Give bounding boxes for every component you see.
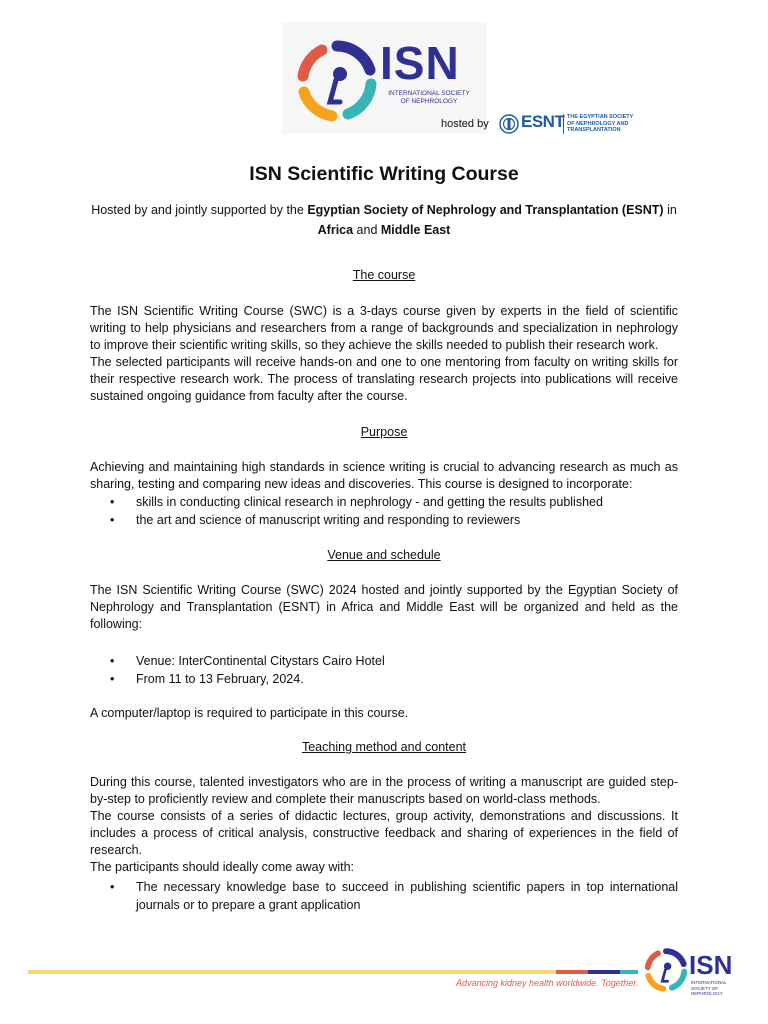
heading-purpose: Purpose [360,425,408,439]
venue-paragraph-1: The ISN Scientific Writing Course (SWC) 2024 hosted and jointly supported by the Egyptian Society of Nephrology and Transplantation (ESNT) in Africa and Middle East will be organized and held as the following: [90,583,678,631]
list-item: • The necessary knowledge base to succeed in publishing scientific papers in top international journals or to prepare a grant application [110,878,678,914]
hosted-prefix: Hosted by and jointly supported by the [91,203,308,217]
isn-logo-icon [296,40,378,122]
hosted-statement [90,200,678,240]
esnt-logo-text: ESNT [521,112,565,131]
isn-logo-text: ISN [380,37,460,89]
course-paragraph-1: The ISN Scientific Writing Course (SWC) is a 3-days course given by experts in the field of scientific writing to help physicians and researchers from a range of backgrounds and specialization in nephrology to improve their scientific writing skills, so they achieve the skills needed to publish their research work. [90,304,678,352]
course-description [90,303,678,405]
list-item: • From 11 to 13 February, 2024. [110,670,678,688]
teaching-paragraph-3: The participants should ideally come away with: [90,860,355,874]
hosted-by-label: hosted by [441,118,489,130]
hosted-and: and [353,223,381,237]
venue-description [90,582,678,633]
hosted-org: Egyptian Society of Nephrology and Transplantation (ESNT) [307,203,664,217]
esnt-emblem-icon [499,113,519,135]
hosted-mid: in [663,203,677,217]
list-item: • Venue: InterContinental Citystars Cairo Hotel [110,652,678,670]
footer-isn-logo-icon [644,948,688,992]
heading-teaching-method: Teaching method and content [301,740,466,754]
footer-line-yellow [28,970,556,974]
purpose-paragraph-1: Achieving and maintaining high standards in science writing is crucial to advancing research as much as sharing, testing and comparing new ideas and discoveries. This course is designed to incorporate: [90,460,678,491]
list-item: • skills in conducting clinical research in nephrology - and getting the results published [110,493,678,511]
footer-tagline: Advancing kidney health worldwide. Together. [456,978,639,988]
teaching-paragraph-1: During this course, talented investigators who are in the process of writing a manuscript are guided step-by-step to proficiently review and complete their manuscripts based on world-class methods. [90,775,678,806]
heading-venue-and-schedule: Venue and schedule [327,548,441,562]
list-item: • the art and science of manuscript writing and responding to reviewers [110,511,678,529]
hosted-region-middle-east: Middle East [380,223,451,237]
purpose-bullet-list [110,493,678,529]
page-title: ISN Scientific Writing Course [249,163,519,185]
footer-line-teal [620,970,638,974]
teaching-paragraph-2: The course consists of a series of didactic lectures, group activity, demonstrations and discussions. It includes a process of critical analysis, constructive feedback and sharing of experiences in the field of research. [90,809,678,857]
isn-logo-subtitle: INTERNATIONAL SOCIETY OF NEPHROLOGY [388,90,470,105]
heading-the-course: The course [352,268,416,282]
hosted-region-africa: Africa [317,223,354,237]
footer-line-blue [588,970,620,974]
footer-isn-logo-text: ISN [689,950,733,980]
teaching-description [90,774,678,876]
venue-bullet-list [110,652,678,688]
course-paragraph-2: The selected participants will receive hands-on and one to one mentoring from faculty on writing skills for their respective research work. The process of translating research projects into publications will receive sustained ongoing guidance from faculty after the course. [90,355,678,403]
purpose-description [90,459,678,493]
footer-isn-logo-subtitle: INTERNATIONAL SOCIETY OF NEPHROLOGY [691,980,727,996]
esnt-logo-description: THE EGYPTIAN SOCIETY OF NEPHROLOGY AND TRANSPLANTATION [563,114,637,134]
laptop-requirement: A computer/laptop is required to participate in this course. [90,706,409,720]
footer-line-red [556,970,588,974]
teaching-bullet-list [110,878,678,914]
